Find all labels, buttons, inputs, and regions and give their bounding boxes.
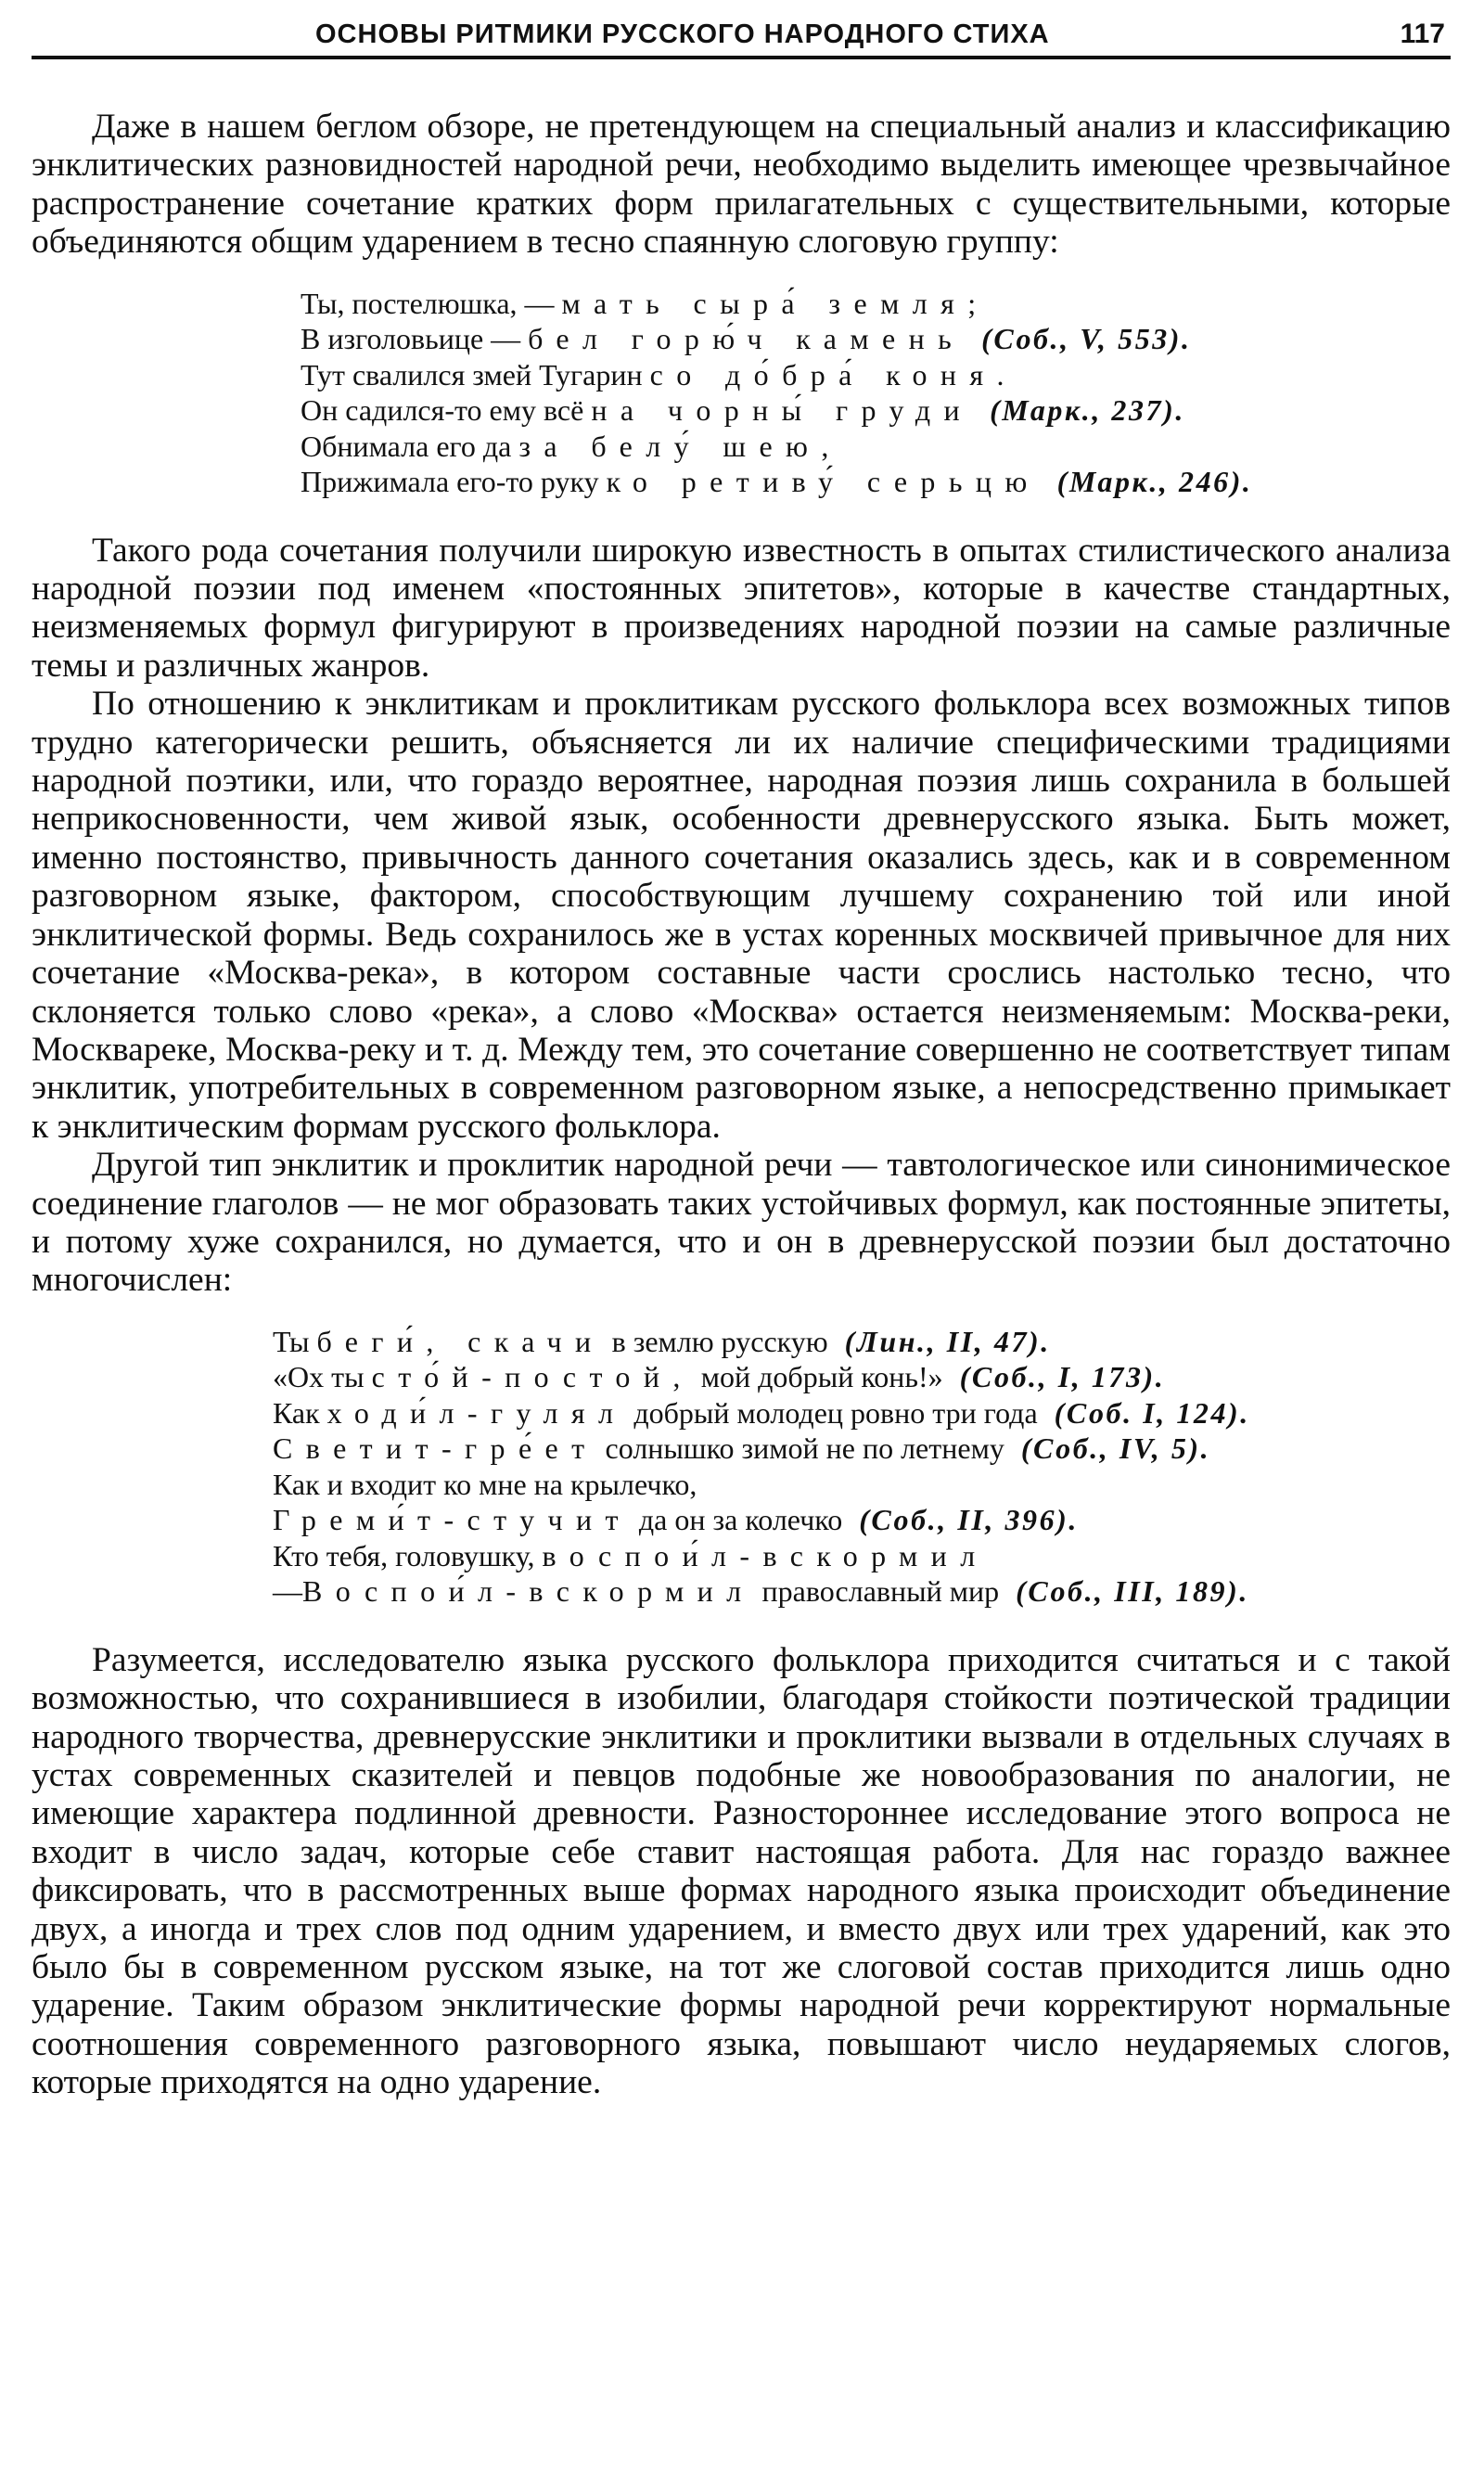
paragraph-1: Даже в нашем беглом обзоре, не претендующем на специальный анализ и классификацию энклитических разновидностей народной речи, необходимо выделить имеющее чрезвычайное распространение сочетание кратких форм прилагательных с существительными, которые объединяются общим ударением в тесно спаянную слоговую группу: — [32, 108, 1451, 262]
running-title: ОСНОВЫ РИТМИКИ РУССКОГО НАРОДНОГО СТИХА — [315, 19, 1050, 49]
paragraph-3: По отношению к энклитикам и проклитикам русского фольклора всех возможных типов трудно категорически решить, объясняется ли их наличие специфическими традициями народной поэтики, или, что гораздо вероятнее, народная поэзия лишь сохранила в большей неприкосновенности, чем живой язык, особенности древнерусского языка. Быть может, именно постоянство, привычность данного сочетания оказались здесь, как и в современном разговорном языке, фактором, способствующим лучшему сохранению той или иной энклитической формы. Ведь сохранилось же в устах коренных москвичей привычное для них сочетание «Москва-река», в котором составные части срослись настолько тесно, что склоняется только слово «река», а слово «Москва» остается неизменяемым: Москва-реки, Москвареке, Москва-реку и т. д. Между тем, это сочетание совершенно не соответствует типам энклитик, употребительных в современном разговорном языке, а непосредственно примыкает к энклитическим формам русского фольклора. — [32, 685, 1451, 1146]
verse-line: Греми́т-стучит да он за колечко (Соб., II, 396). — [273, 1503, 1079, 1537]
verse-line: Кто тебя, головушку, воспои́л-вскормил — [273, 1538, 989, 1572]
verse-line: Он садился-то ему всё на чорны́ груди (Марк., 237). — [301, 393, 1185, 428]
citation: (Соб., III, 189). — [1016, 1574, 1249, 1609]
verse-line: Обнимала его да за белу́ шею, — [301, 429, 842, 463]
verse-line: —Воспои́л-вскормил православный мир (Соб., III, 189). — [273, 1574, 1249, 1609]
book-page — [32, 13, 1451, 2102]
verse-line: Как ходи́л-гулял добрый молодец ровно три года (Соб. I, 124). — [273, 1395, 1250, 1430]
verse-line: Светит-гре́ет солнышко зимой не по летнему (Соб., IV, 5). — [273, 1431, 1211, 1466]
verse-line: Ты, постелюшка, — мать сыра́ земля; — [301, 286, 990, 320]
citation: (Соб., V, 553). — [981, 322, 1192, 356]
citation: (Лин., II, 47). — [844, 1324, 1051, 1358]
verse-quote-1 — [32, 286, 1451, 500]
verse-line: «Ох ты сто́й-постой, мой добрый конь!» (Соб., I, 173). — [273, 1360, 1166, 1394]
verse-quote-2 — [32, 1324, 1451, 1610]
verse-line: В изголовьице — бел горю́ч камень (Соб., V, 553). — [301, 322, 1192, 356]
page-header — [32, 13, 1451, 59]
verse-line: Ты беги́, скачи в землю русскую (Лин., II, 47). — [273, 1324, 1051, 1358]
citation: (Соб. I, 124). — [1054, 1395, 1250, 1430]
page-number: 117 — [1400, 19, 1445, 49]
citation: (Соб., I, 173). — [959, 1360, 1166, 1394]
verse-line: Прижимала его-то руку ко ретиву́ серьцю (Марк., 246). — [301, 465, 1253, 499]
paragraph-2: Такого рода сочетания получили широкую известность в опытах стилистического анализа народной поэзии под именем «постоянных эпитетов», которые в качестве стандартных, неизменяемых формул фигурируют в произведениях народной поэзии на самые различные темы и различных жанров. — [32, 531, 1451, 685]
citation: (Марк., 237). — [990, 393, 1185, 428]
paragraph-4: Другой тип энклитик и проклитик народной речи — тавтологическое или синонимическое соединение глаголов — не мог образовать таких устойчивых формул, как постоянные эпитеты, и потому хуже сохранился, но думается, что и он в древнерусской поэзии был достаточно многочислен: — [32, 1146, 1451, 1300]
citation: (Соб., II, 396). — [859, 1503, 1079, 1537]
verse-line: Тут свалился змей Тугарин со до́бра́ коня. — [301, 357, 1017, 391]
citation: (Соб., IV, 5). — [1020, 1431, 1211, 1466]
verse-line: Как и входит ко мне на крылечко, — [273, 1467, 697, 1501]
paragraph-5: Разумеется, исследователю языка русского фольклора приходится считаться и с такой возможностью, что сохранившиеся в изобилии, благодаря стойкости поэтической традиции народного творчества, древнерусские энклитики и проклитики вызвали в отдельных случаях в устах современных сказителей и певцов подобные же новообразования по аналогии, не имеющие характера подлинной древности. Разностороннее исследование этого вопроса не входит в число задач, которые себе ставит настоящая работа. Для нас гораздо важнее фиксировать, что в рассмотренных выше формах народного языка происходит объединение двух, а иногда и трех слов под одним ударением, и вместо двух или трех ударений, как это было бы в современном русском языке, на тот же слоговой состав приходится лишь одно ударение. Таким образом энклитические формы народной речи корректируют нормальные соотношения современного разговорного языка, повышают число неударяемых слогов, которые приходятся на одно ударение. — [32, 1640, 1451, 2102]
citation: (Марк., 246). — [1056, 465, 1253, 499]
